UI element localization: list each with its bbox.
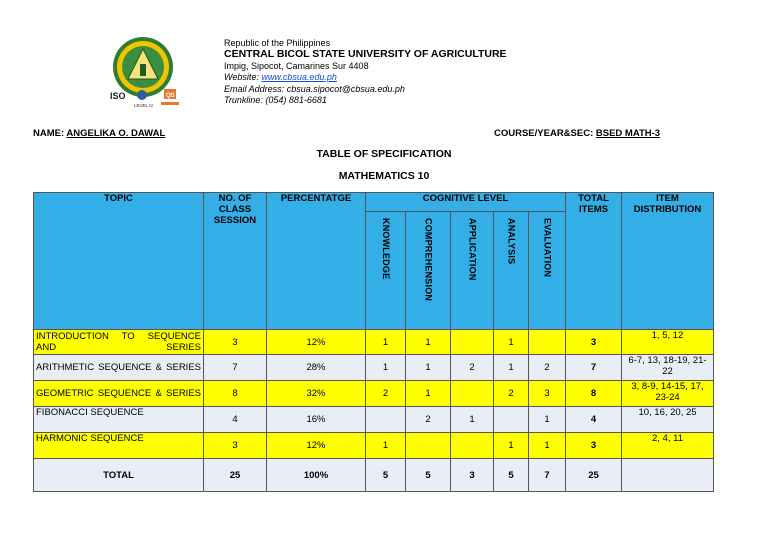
evaluation-cell: 3: [529, 381, 566, 407]
topic-cell: INTRODUCTION TO SEQUENCE AND SERIES: [34, 330, 204, 355]
total-sessions: 25: [204, 459, 267, 492]
header-application: APPLICATION: [467, 218, 478, 281]
total-percentage: 100%: [267, 459, 366, 492]
evaluation-cell: [529, 330, 566, 355]
analysis-cell: [494, 407, 529, 433]
level-badge-text: LEVEL IV: [134, 103, 154, 108]
sessions-cell: 4: [204, 407, 267, 433]
sessions-cell: 3: [204, 433, 267, 459]
trunkline-text: Trunkline: (054) 881-6681: [224, 95, 327, 106]
percentage-cell: 28%: [267, 355, 366, 381]
email-text: Email Address: cbsua.sipocot@cbsua.edu.ph: [224, 83, 405, 94]
total-items-cell: 8: [566, 381, 622, 407]
total-evaluation: 7: [529, 459, 566, 492]
header-cognitive-level: COGNITIVE LEVEL: [366, 193, 566, 212]
topic-cell: GEOMETRIC SEQUENCE & SERIES: [34, 381, 204, 407]
item-distribution-cell: 3, 8-9, 14-15, 17, 23-24: [622, 381, 714, 407]
comprehension-cell: 2: [406, 407, 451, 433]
table-row: [34, 330, 714, 355]
total-comprehension: 5: [406, 459, 451, 492]
address-text: Impig, Sipocot, Camarines Sur 4408: [224, 60, 369, 71]
knowledge-cell: 1: [366, 433, 406, 459]
qs-badge-text: QS: [166, 93, 175, 99]
header-sessions: NO. OF CLASS SESSION: [204, 193, 267, 330]
topic-cell: HARMONIC SEQUENCE: [34, 433, 204, 459]
application-cell: [451, 381, 494, 407]
table-row: [34, 381, 714, 407]
letterhead: [224, 38, 507, 106]
item-distribution-cell: 10, 16, 20, 25: [622, 407, 714, 433]
website-line: Website: www.cbsua.edu.ph: [224, 72, 337, 83]
header-item-distribution: ITEM DISTRIBUTION: [622, 193, 714, 330]
document-subtitle: MATHEMATICS 10: [338, 170, 430, 182]
percentage-cell: 32%: [267, 381, 366, 407]
header-analysis: ANALYSIS: [506, 218, 517, 265]
table-row: [34, 355, 714, 381]
sessions-cell: 3: [204, 330, 267, 355]
student-name-row: NAME: ANGELIKA O. DAWAL: [33, 128, 166, 139]
course-value: BSED MATH-3: [595, 128, 661, 139]
evaluation-cell: 1: [529, 407, 566, 433]
total-distribution: [622, 459, 714, 492]
total-items-cell: 7: [566, 355, 622, 381]
header-topic: TOPIC: [34, 193, 204, 330]
comprehension-cell: 1: [406, 381, 451, 407]
total-analysis: 5: [494, 459, 529, 492]
table-row: [34, 433, 714, 459]
header-knowledge: KNOWLEDGE: [381, 218, 391, 280]
total-knowledge: 5: [366, 459, 406, 492]
item-distribution-cell: 2, 4, 11: [622, 433, 714, 459]
iso-badge-text: ISO: [110, 91, 126, 101]
evaluation-cell: 2: [529, 355, 566, 381]
topic-cell: FIBONACCI SEQUENCE: [34, 407, 204, 433]
analysis-cell: 1: [494, 355, 529, 381]
total-items-cell: 3: [566, 433, 622, 459]
student-name: ANGELIKA O. DAWAL: [66, 128, 166, 139]
total-items: 25: [566, 459, 622, 492]
analysis-cell: 1: [494, 433, 529, 459]
comprehension-cell: [406, 433, 451, 459]
comprehension-cell: 1: [406, 330, 451, 355]
analysis-cell: 2: [494, 381, 529, 407]
knowledge-cell: 1: [366, 330, 406, 355]
application-cell: 1: [451, 407, 494, 433]
table-row: [34, 407, 714, 433]
percentage-cell: 12%: [267, 433, 366, 459]
percentage-cell: 16%: [267, 407, 366, 433]
item-distribution-cell: 1, 5, 12: [622, 330, 714, 355]
header-evaluation: EVALUATION: [542, 218, 553, 278]
totals-row: [34, 459, 714, 492]
application-cell: [451, 433, 494, 459]
accreditation-badges: [108, 88, 188, 110]
header-total-items: TOTAL ITEMS: [566, 193, 622, 330]
knowledge-cell: 1: [366, 355, 406, 381]
specification-table: [33, 192, 714, 492]
university-name: CENTRAL BICOL STATE UNIVERSITY OF AGRICULTURE: [224, 48, 507, 61]
sessions-cell: 7: [204, 355, 267, 381]
application-cell: [451, 330, 494, 355]
website-link[interactable]: www.cbsua.edu.ph: [261, 72, 337, 83]
total-items-cell: 3: [566, 330, 622, 355]
item-distribution-cell: 6-7, 13, 18-19, 21-22: [622, 355, 714, 381]
sessions-cell: 8: [204, 381, 267, 407]
header-percentage: PERCENTATGE: [267, 193, 366, 330]
header-comprehension: COMPREHENSION: [423, 218, 434, 302]
evaluation-cell: 1: [529, 433, 566, 459]
document-title: TABLE OF SPECIFICATION: [316, 148, 452, 160]
course-row: COURSE/YEAR&SEC: BSED MATH-3: [494, 128, 661, 139]
percentage-cell: 12%: [267, 330, 366, 355]
knowledge-cell: [366, 407, 406, 433]
topic-cell: ARITHMETIC SEQUENCE & SERIES: [34, 355, 204, 381]
comprehension-cell: 1: [406, 355, 451, 381]
republic-text: Republic of the Philippines: [224, 38, 331, 48]
analysis-cell: 1: [494, 330, 529, 355]
total-application: 3: [451, 459, 494, 492]
application-cell: 2: [451, 355, 494, 381]
knowledge-cell: 2: [366, 381, 406, 407]
total-items-cell: 4: [566, 407, 622, 433]
total-label: TOTAL: [34, 459, 204, 492]
